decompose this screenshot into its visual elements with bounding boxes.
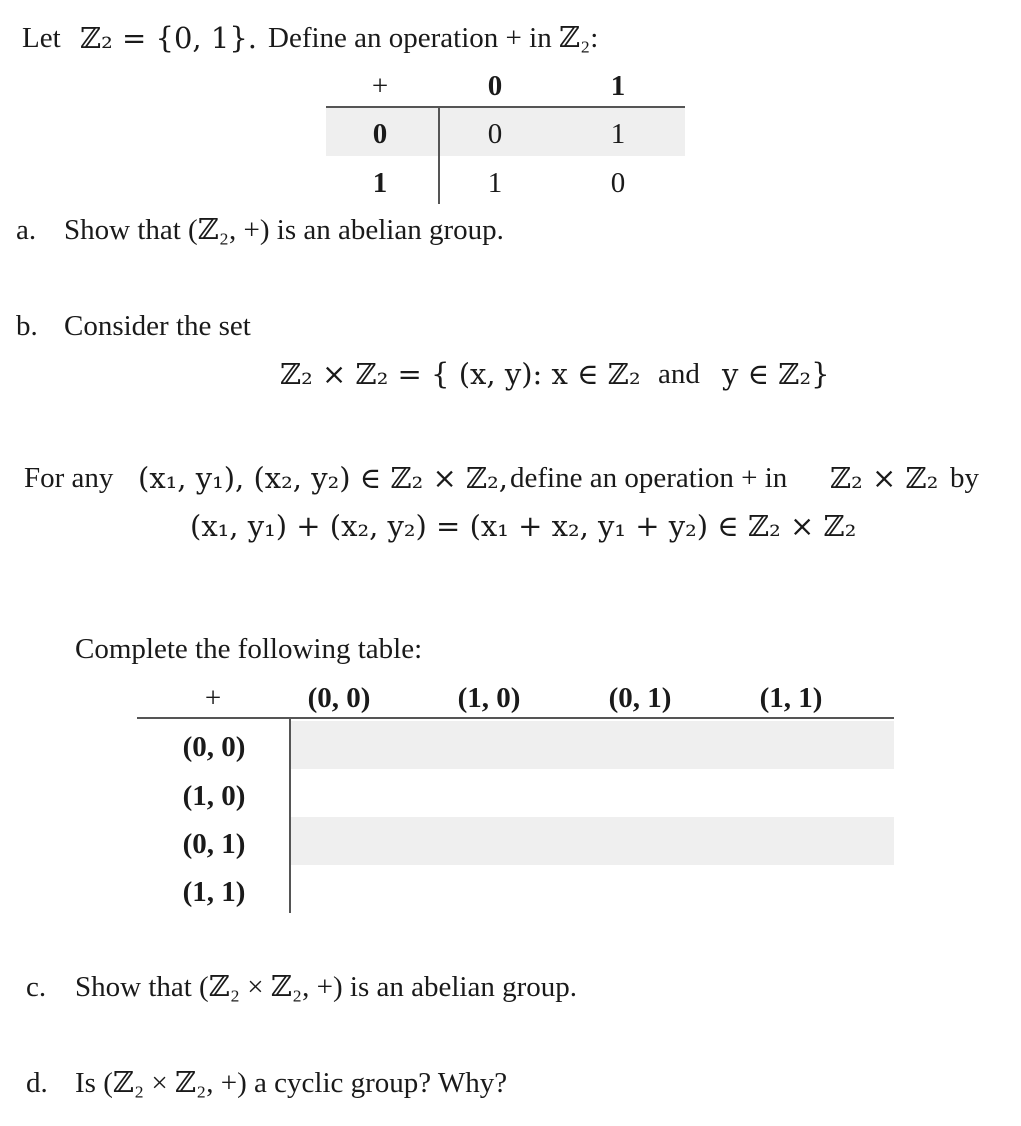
table1-row-header: 1 bbox=[372, 167, 388, 199]
set-equation-and: and bbox=[658, 358, 700, 390]
set-equation-left: ℤ₂ × ℤ₂ = { (x, y): x ∈ ℤ₂ bbox=[280, 357, 641, 391]
part-b-letter: b. bbox=[16, 310, 38, 342]
table1-row-header: 0 bbox=[372, 118, 388, 150]
part-d-letter: d. bbox=[26, 1067, 48, 1099]
for-any-label: For any bbox=[24, 462, 114, 494]
table2-row-shade bbox=[291, 721, 894, 769]
table1-header-column-rule bbox=[438, 106, 440, 204]
set-equation-right: y ∈ ℤ₂} bbox=[722, 357, 830, 391]
table1-cell: 1 bbox=[487, 167, 503, 199]
part-b-text: Consider the set bbox=[64, 310, 251, 342]
table2-col-header: (1, 1) bbox=[759, 682, 823, 714]
intro-set-definition: ℤ₂ = {0, 1}. bbox=[80, 21, 257, 55]
table2-row-header: (1, 0) bbox=[182, 780, 246, 812]
table2-row-shade bbox=[291, 817, 894, 865]
complete-table-instruction: Complete the following table: bbox=[75, 633, 423, 665]
table2-row-header: (1, 1) bbox=[182, 876, 246, 908]
table1-header-rule bbox=[326, 106, 685, 108]
product-set: ℤ₂ × ℤ₂ bbox=[830, 461, 939, 495]
table2-row-header: (0, 0) bbox=[182, 731, 246, 763]
table2-corner: + bbox=[204, 682, 222, 714]
table1-cell: 0 bbox=[487, 118, 503, 150]
table2-header-rule bbox=[137, 717, 894, 719]
pairs-expression: (x₁, y₁), (x₂, y₂) ∈ ℤ₂ × ℤ₂, bbox=[138, 461, 508, 495]
part-a-text: Show that (ℤ₂, +) is an abelian group. bbox=[64, 214, 504, 246]
table1-cell: 0 bbox=[610, 167, 626, 199]
table1-corner: + bbox=[371, 70, 389, 102]
table2-col-header: (0, 0) bbox=[307, 682, 371, 714]
define-operation-text: define an operation + in bbox=[510, 462, 788, 494]
table1-col-header: 1 bbox=[610, 70, 626, 102]
by-label: by bbox=[950, 462, 979, 494]
table1-cell: 1 bbox=[610, 118, 626, 150]
intro-let: Let bbox=[22, 22, 61, 54]
operation-formula: (x₁, y₁) + (x₂, y₂) = (x₁ + x₂, y₁ + y₂) ∈ ℤ₂ × ℤ₂ bbox=[190, 509, 857, 543]
table2-row-header: (0, 1) bbox=[182, 828, 246, 860]
table2-col-header: (1, 0) bbox=[457, 682, 521, 714]
table2-header-column-rule bbox=[289, 719, 291, 913]
intro-define-operation: Define an operation + in ℤ₂: bbox=[268, 22, 599, 54]
part-c-letter: c. bbox=[26, 971, 47, 1003]
part-d-text: Is (ℤ₂ × ℤ₂, +) a cyclic group? Why? bbox=[75, 1067, 508, 1099]
table1-col-header: 0 bbox=[487, 70, 503, 102]
part-c-text: Show that (ℤ₂ × ℤ₂, +) is an abelian group. bbox=[75, 971, 577, 1003]
part-a-letter: a. bbox=[16, 214, 37, 246]
table2-col-header: (0, 1) bbox=[608, 682, 672, 714]
